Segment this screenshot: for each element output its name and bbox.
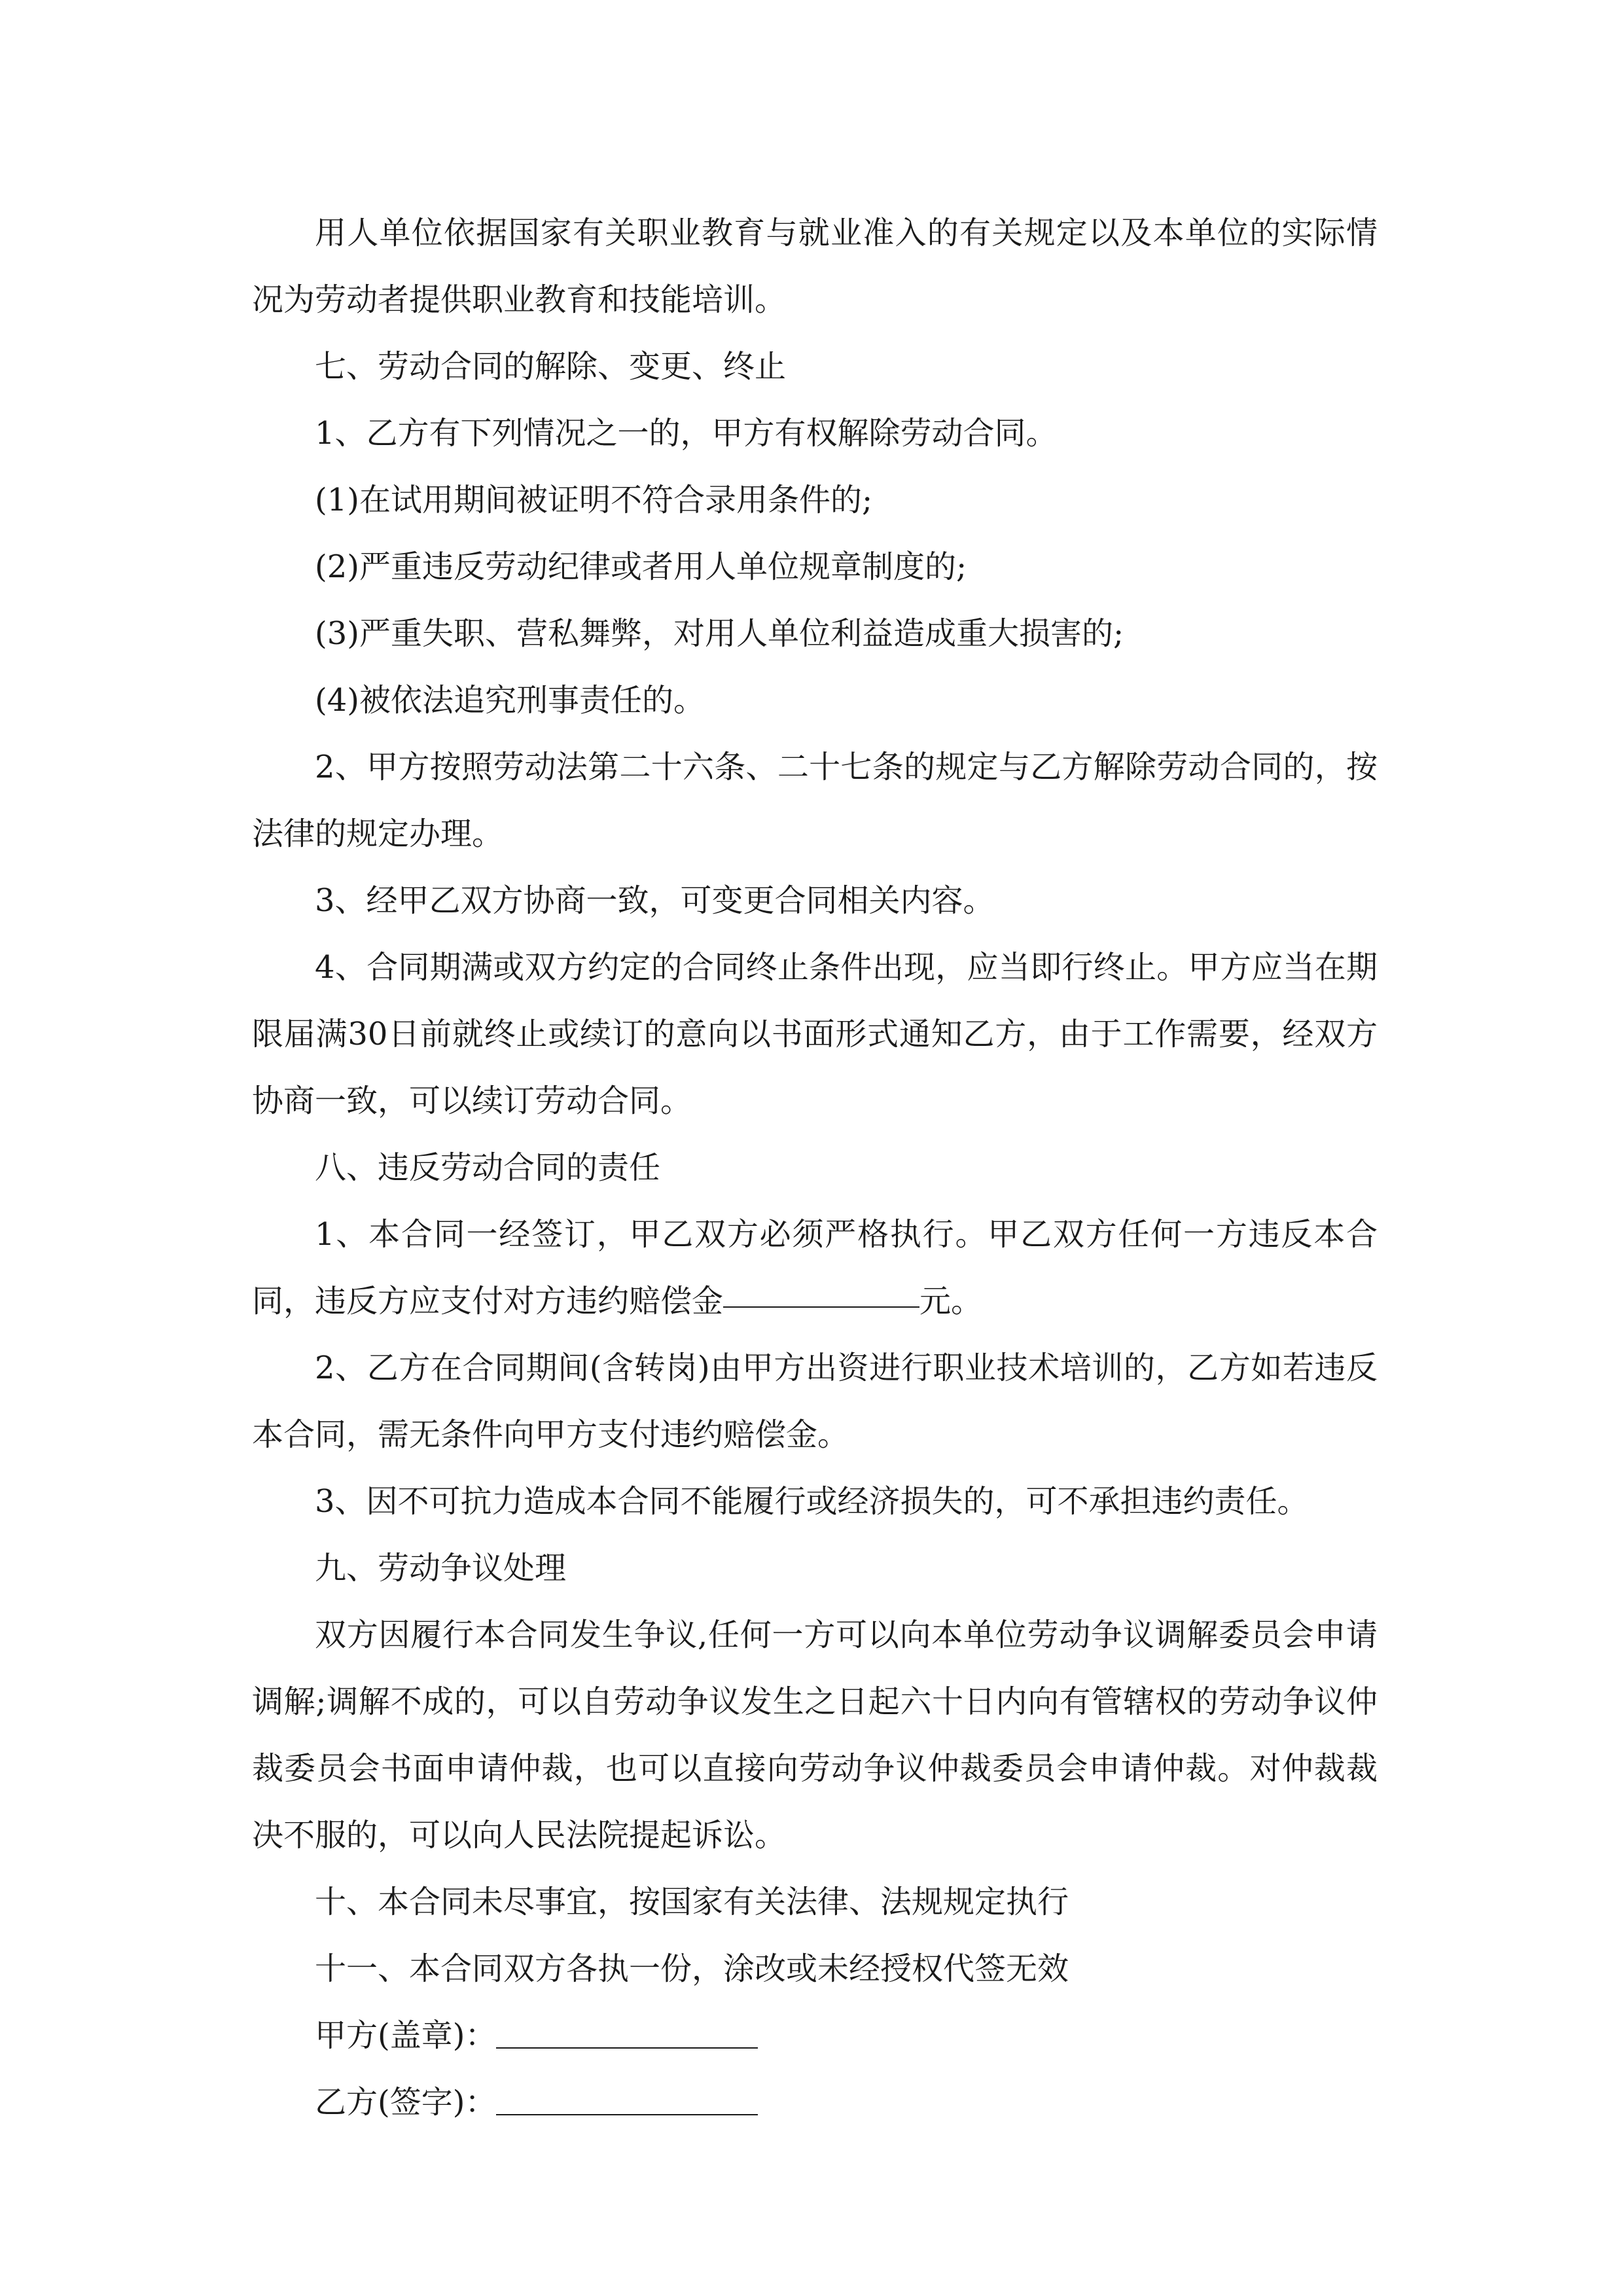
paragraph-7-4: 4、合同期满或双方约定的合同终止条件出现，应当即行终止。甲方应当在期限届满30日前就终止或续订的意向以书面形式通知乙方，由于工作需要，经双方协商一致，可以续订劳动合同。 (252, 949, 1378, 1119)
paragraph-8-1 (252, 1201, 1378, 1335)
paragraph-training: 用人单位依据国家有关职业教育与就业准入的有关规定以及本单位的实际情况为劳动者提供职业教育和技能培训。 (252, 215, 1378, 318)
party-a-label: 甲方(盖章)： (315, 2017, 497, 2054)
penalty-text: 1、本合同一经签订，甲乙双方必须严格执行。甲乙双方任何一方违反本合同，违反方应支付对方违约赔偿金 (252, 1216, 1378, 1319)
heading-section-7: 七、劳动合同的解除、变更、终止 (315, 348, 787, 385)
penalty-amount-blank[interactable] (723, 1306, 919, 1308)
paragraph-8-3: 3、因不可抗力造成本合同不能履行或经济损失的，可不承担违约责任。 (315, 1483, 1309, 1520)
paragraph-section-11: 十一、本合同双方各执一份，涂改或未经授权代签无效 (315, 1950, 1069, 1987)
signature-party-b (252, 2069, 1378, 2136)
contract-body (252, 200, 1378, 2136)
paragraph-7-2: 2、甲方按照劳动法第二十六条、二十七条的规定与乙方解除劳动合同的，按法律的规定办理。 (252, 749, 1378, 852)
party-b-signature-blank[interactable] (496, 2113, 758, 2115)
paragraph-8-2: 2、乙方在合同期间(含转岗)由甲方出资进行职业技术培训的，乙方如若违反本合同，需无条件向甲方支付违约赔偿金。 (252, 1350, 1378, 1453)
party-b-label: 乙方(签字)： (315, 2084, 497, 2121)
heading-section-9: 九、劳动争议处理 (315, 1550, 567, 1587)
paragraph-section-10: 十、本合同未尽事宜，按国家有关法律、法规规定执行 (315, 1884, 1069, 1920)
paragraph-7-1-item-1: (1)在试用期间被证明不符合录用条件的; (315, 482, 873, 518)
heading-section-8: 八、违反劳动合同的责任 (315, 1149, 661, 1186)
paragraph-7-1: 1、乙方有下列情况之一的，甲方有权解除劳动合同。 (315, 415, 1058, 452)
paragraph-7-1-item-2: (2)严重违反劳动纪律或者用人单位规章制度的; (315, 548, 967, 585)
paragraph-7-1-item-3: (3)严重失职、营私舞弊，对用人单位利益造成重大损害的; (315, 615, 1124, 652)
paragraph-9: 双方因履行本合同发生争议,任何一方可以向本单位劳动争议调解委员会申请调解;调解不成的，可以自劳动争议发生之日起六十日内向有管辖权的劳动争议仲裁委员会书面申请仲裁，也可以直接向劳动争议仲裁委员会申请仲裁。对仲裁裁决不服的，可以向人民法院提起诉讼。 (252, 1617, 1378, 1854)
penalty-unit: 元。 (919, 1283, 983, 1319)
signature-party-a (252, 2002, 1378, 2069)
paragraph-7-1-item-4: (4)被依法追究刑事责任的。 (315, 682, 705, 719)
party-a-signature-blank[interactable] (496, 2047, 758, 2049)
paragraph-7-3: 3、经甲乙双方协商一致，可变更合同相关内容。 (315, 882, 995, 919)
